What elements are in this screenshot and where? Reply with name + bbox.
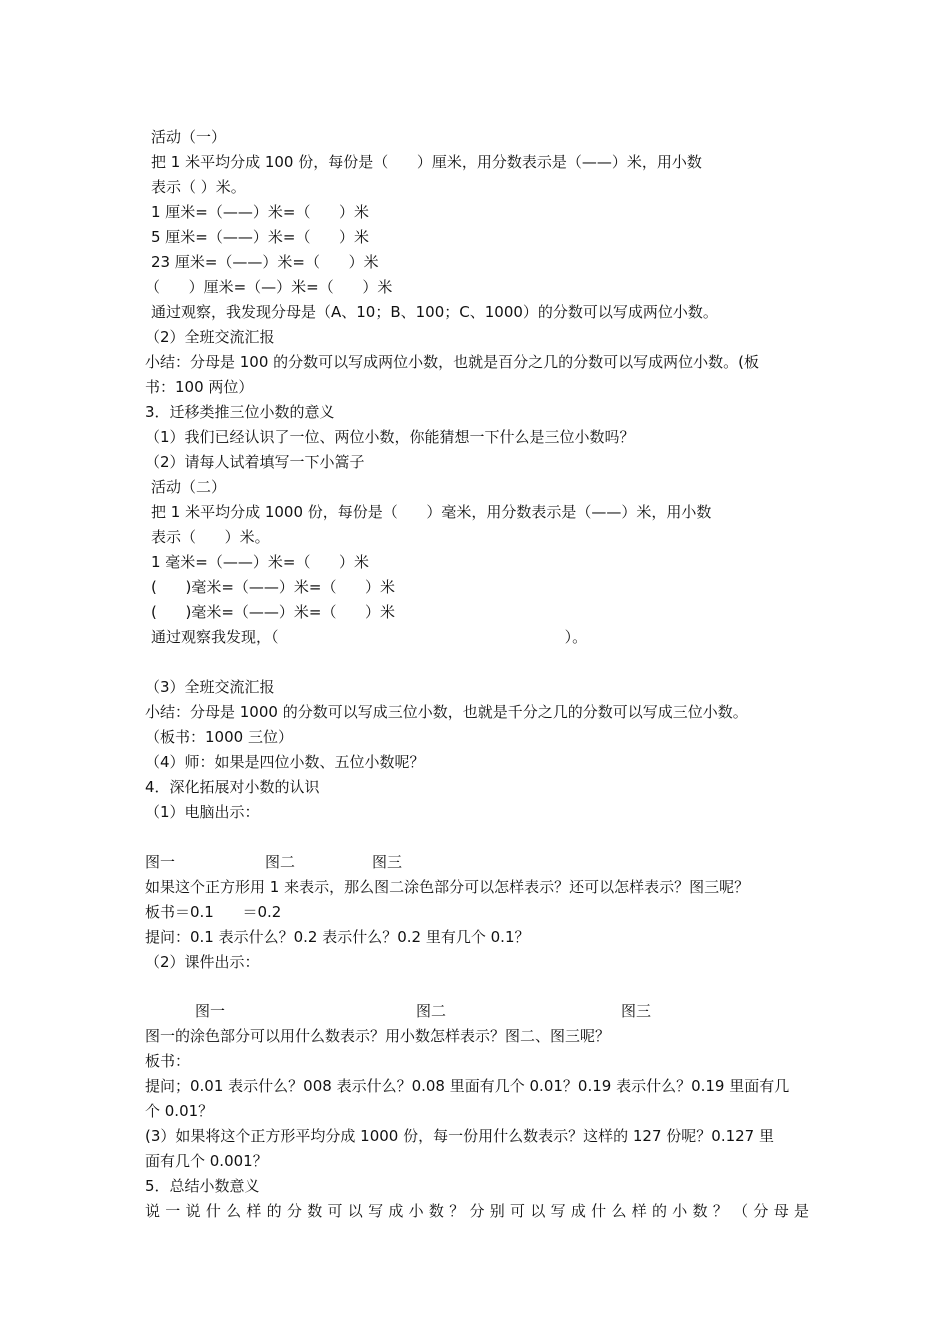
section-heading: 5．总结小数意义	[145, 1177, 260, 1195]
text-line: 书：100 两位）	[145, 378, 254, 396]
text-line: 通过观察我发现，（ ）。	[151, 628, 588, 646]
text-line: （1）我们已经认识了一位、两位小数，你能猜想一下什么是三位小数吗？	[145, 428, 635, 446]
text-line: （ ）厘米=（—）米=（ ）米	[145, 278, 393, 296]
text-line: 个 0.01？	[145, 1102, 214, 1120]
text-line: 表示（ ）米。	[151, 178, 246, 196]
text-line: 小结：分母是 100 的分数可以写成两位小数，也就是百分之几的分数可以写成两位小数。(板	[145, 353, 760, 371]
figure-label: 图三	[372, 853, 403, 871]
text-line: 把 1 米平均分成 100 份，每份是（ ）厘米，用分数表示是（——）米，用小数	[151, 153, 702, 171]
text-line: (3）如果将这个正方形平均分成 1000 份，每一份用什么数表示？这样的 127 份呢？0.127 里	[145, 1127, 774, 1145]
text-line: （2）全班交流汇报	[145, 328, 275, 346]
text-line: 面有几个 0.001？	[145, 1152, 268, 1170]
text-line: （4）师：如果是四位小数、五位小数呢？	[145, 753, 425, 771]
text-line: 表示（ ）米。	[151, 528, 270, 546]
text-line: （板书：1000 三位）	[145, 728, 293, 746]
figure-label: 图二	[416, 1002, 447, 1020]
text-line: 23 厘米=（——）米=（ ）米	[151, 253, 379, 271]
figure-label: 图一	[145, 853, 176, 871]
text-line: （2）课件出示：	[145, 953, 260, 971]
section-heading: 4．深化拓展对小数的认识	[145, 778, 320, 796]
text-line: （3）全班交流汇报	[145, 678, 275, 696]
text-line: （2）请每人试着填写一下小篙子	[145, 453, 365, 471]
text-line: 板书＝0.1 ＝0.2	[145, 903, 282, 921]
figure-label: 图三	[621, 1002, 652, 1020]
text-line: 活动（一）	[151, 128, 227, 146]
text-line: 活动（二）	[151, 478, 227, 496]
text-line: 板书：	[145, 1052, 191, 1070]
text-line: 把 1 米平均分成 1000 份，每份是（ ）毫米，用分数表示是（——）米，用小数	[151, 503, 712, 521]
text-line: 如果这个正方形用 1 来表示，那么图二涂色部分可以怎样表示？还可以怎样表示？图三呢？	[145, 878, 750, 896]
text-line: 通过观察，我发现分母是（A、10；B、100；C、1000）的分数可以写成两位小数。	[151, 303, 718, 321]
text-line: 说一说什么样的分数可以写成小数？分别可以写成什么样的小数？（分母是	[145, 1202, 809, 1220]
text-line: ( )毫米=（——）米=（ ）米	[151, 603, 396, 621]
text-line: 5 厘米=（——）米=（ ）米	[151, 228, 370, 246]
text-line: 1 厘米=（——）米=（ ）米	[151, 203, 370, 221]
figure-label: 图二	[265, 853, 296, 871]
text-line: 图一的涂色部分可以用什么数表示？用小数怎样表示？图二、图三呢？	[145, 1027, 611, 1045]
text-line: 提问；0.01 表示什么？008 表示什么？0.08 里面有几个 0.01？0.19 表示什么？0.19 里面有几	[145, 1077, 790, 1095]
text-line: 小结：分母是 1000 的分数可以写成三位小数，也就是千分之几的分数可以写成三位小数。	[145, 703, 748, 721]
text-line: 提问：0.1 表示什么？0.2 表示什么？0.2 里有几个 0.1？	[145, 928, 530, 946]
text-line: （1）电脑出示：	[145, 803, 260, 821]
figure-label: 图一	[195, 1002, 226, 1020]
text-line: ( )毫米=（——）米=（ ）米	[151, 578, 396, 596]
section-heading: 3．迁移类推三位小数的意义	[145, 403, 335, 421]
text-line: 1 毫米=（——）米=（ ）米	[151, 553, 370, 571]
